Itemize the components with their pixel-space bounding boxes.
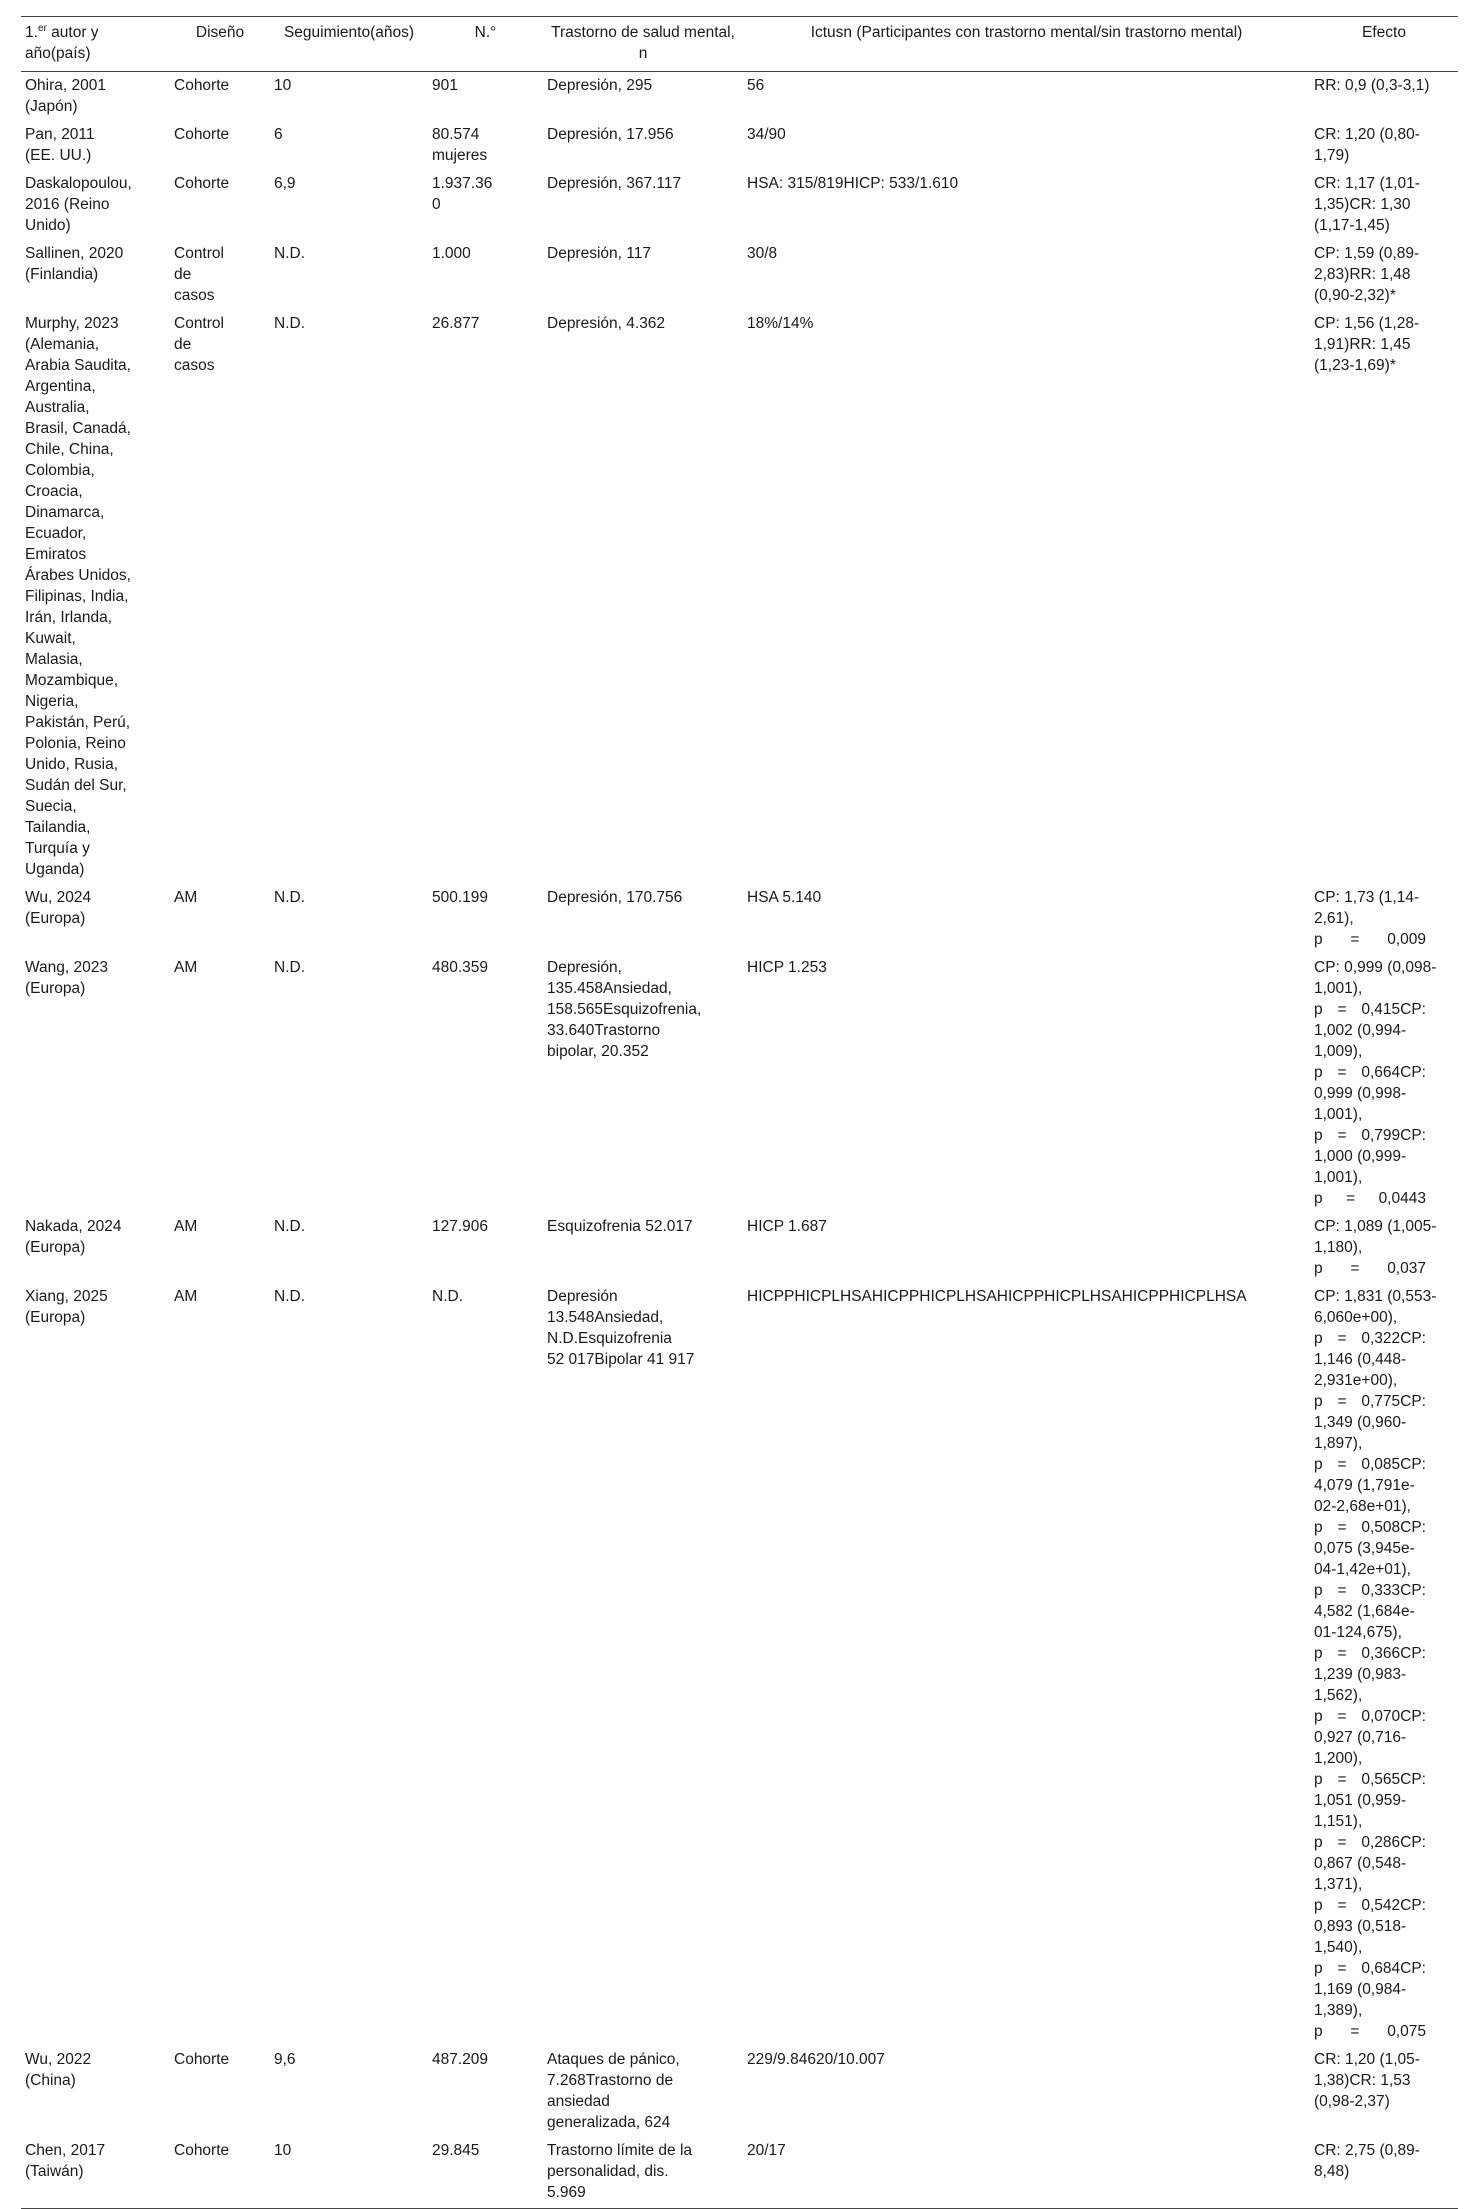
cell-disorder: Depresión, 17.956: [547, 126, 674, 143]
cell-author: Nakada, 2024 (Europa): [25, 1218, 122, 1256]
cell-n: 901: [432, 77, 458, 94]
cell-n: 26.877: [432, 315, 480, 332]
cell-stroke: HICP 1.687: [747, 1218, 827, 1235]
cell-followup: N.D.: [274, 1218, 305, 1235]
cell-n: 29.845: [432, 2142, 480, 2159]
cell-followup: N.D.: [274, 959, 305, 976]
cell-author: Wu, 2022 (China): [25, 2051, 92, 2089]
cell-followup: 6: [274, 126, 283, 143]
cell-disorder: Depresión 13.548Ansiedad, N.D.Esquizofrenia 52 017Bipolar 41 917: [547, 1288, 695, 1368]
cell-author: Sallinen, 2020 (Finlandia): [25, 245, 124, 283]
cell-stroke: 20/17: [747, 2142, 786, 2159]
table-row: [21, 240, 1458, 310]
cell-stroke: HSA 5.140: [747, 889, 822, 906]
cell-followup: N.D.: [274, 889, 305, 906]
cell-followup: 10: [274, 2142, 292, 2159]
cell-effect: CP: 1,56 (1,28- 1,91)RR: 1,45 (1,23-1,69)*: [1314, 315, 1420, 374]
table-row: [21, 2046, 1458, 2137]
cell-n: 127.906: [432, 1218, 489, 1235]
cell-followup: 9,6: [274, 2051, 296, 2068]
cell-n: 80.574 mujeres: [432, 126, 488, 164]
cell-disorder: Depresión, 170.756: [547, 889, 683, 906]
cell-n: 500.199: [432, 889, 489, 906]
table-row: [21, 1213, 1458, 1283]
table-row: [21, 310, 1458, 884]
cell-effect: CP: 1,089 (1,005- 1,180), p = 0,037: [1314, 1218, 1437, 1277]
cell-author: Daskalopoulou, 2016 (Reino Unido): [25, 175, 132, 234]
cell-disorder: Depresión, 295: [547, 77, 653, 94]
cell-followup: N.D.: [274, 1288, 305, 1305]
cell-design: Cohorte: [174, 2051, 230, 2068]
cell-stroke: 56: [747, 77, 765, 94]
cell-stroke: HICP 1.253: [747, 959, 827, 976]
table-row: [21, 72, 1458, 122]
header-n: N.°: [474, 24, 497, 41]
header-effect: Efecto: [1362, 24, 1406, 41]
cell-effect: CR: 1,17 (1,01- 1,35)CR: 1,30 (1,17-1,45): [1314, 175, 1420, 234]
cell-design: Cohorte: [174, 126, 230, 143]
cell-disorder: Trastorno límite de la personalidad, dis. 5.969: [547, 2142, 693, 2201]
cell-design: AM: [174, 959, 198, 976]
cell-stroke: 34/90: [747, 126, 786, 143]
cell-author: Wu, 2024 (Europa): [25, 889, 92, 927]
table-container: [21, 16, 1458, 2209]
cell-disorder: Depresión, 367.117: [547, 175, 682, 192]
studies-table: [21, 16, 1458, 2209]
cell-author: Pan, 2011 (EE. UU.): [25, 126, 95, 164]
cell-effect: CR: 1,20 (0,80- 1,79): [1314, 126, 1420, 164]
cell-n: 487.209: [432, 2051, 489, 2068]
cell-followup: N.D.: [274, 315, 305, 332]
table-row: [21, 954, 1458, 1213]
cell-design: AM: [174, 1218, 198, 1235]
cell-design: Cohorte: [174, 77, 230, 94]
cell-effect: CR: 1,20 (1,05- 1,38)CR: 1,53 (0,98-2,37): [1314, 2051, 1420, 2110]
cell-followup: N.D.: [274, 245, 305, 262]
cell-author: Xiang, 2025 (Europa): [25, 1288, 108, 1326]
cell-stroke: 229/9.84620/10.007: [747, 2051, 885, 2068]
cell-design: AM: [174, 889, 198, 906]
cell-stroke: 18%/14%: [747, 315, 814, 332]
cell-design: AM: [174, 1288, 198, 1305]
table-body: [21, 72, 1458, 2209]
cell-followup: 6,9: [274, 175, 296, 192]
cell-disorder: Ataques de pánico, 7.268Trastorno de ansiedad generalizada, 624: [547, 2051, 680, 2131]
cell-disorder: Esquizofrenia 52.017: [547, 1218, 693, 1235]
header-disorder: Trastorno de salud mental, n: [551, 24, 735, 62]
cell-effect: CP: 1,73 (1,14- 2,61), p = 0,009: [1314, 889, 1426, 948]
cell-author: Wang, 2023 (Europa): [25, 959, 109, 997]
cell-n: N.D.: [432, 1288, 463, 1305]
cell-effect: RR: 0,9 (0,3-3,1): [1314, 77, 1430, 94]
cell-effect: CP: 1,831 (0,553- 6,060e+00), p = 0,322CP: 1,146 (0,448- 2,931e+00), p = 0,775CP: 1,349 (0,960- 1,897), p = 0,085CP: 4,079 (1,791e- 02-2,68e+01), p = 0,508CP: 0,075 (3,945e- 04-1,42e+01), p = 0,333CP: 4,582 (1,684e- 01-124,675), p = 0,366CP: 1,239 (0,983- 1,562), p = 0,070CP: 0,927 (0,716- 1,200), p = 0,565CP: 1,051 (0,959- 1,151), p = 0,286CP: 0,867 (0,548- 1,371), p = 0,542CP: 0,893 (0,518- 1,540), p = 0,684CP: 1,169 (0,984- 1,389), p = 0,075: [1314, 1288, 1437, 2040]
cell-n: 480.359: [432, 959, 489, 976]
cell-effect: CR: 2,75 (0,89- 8,48): [1314, 2142, 1420, 2180]
cell-n: 1.937.360: [432, 175, 493, 213]
cell-design: Control de casos: [174, 245, 224, 304]
cell-disorder: Depresión, 4.362: [547, 315, 666, 332]
cell-author: Murphy, 2023 (Alemania, Arabia Saudita, Argentina, Australia, Brasil, Canadá, Chile, China, Colombia, Croacia, Dinamarca, Ecuador, Emiratos Árabes Unidos, Filipinas, India, Irán, Irlanda, Kuwait, Malasia, Mozambique, Nigeria, Pakistán, Perú, Polonia, Reino Unido, Rusia, Sudán del Sur, Suecia, Tailandia, Turquía y Uganda): [25, 315, 131, 878]
header-author: 1.$^{er}$ autor y año(país): [25, 22, 99, 62]
header-design: Diseño: [195, 24, 245, 41]
cell-effect: CP: 0,999 (0,098- 1,001), p = 0,415CP: 1,002 (0,994- 1,009), p = 0,664CP: 0,999 (0,998- 1,001), p = 0,799CP: 1,000 (0,999- 1,001), p = 0,0443: [1314, 959, 1437, 1207]
cell-design: Cohorte: [174, 175, 230, 192]
cell-effect: CP: 1,59 (0,89- 2,83)RR: 1,48 (0,90-2,32)*: [1314, 245, 1420, 304]
table-row: [21, 1283, 1458, 2046]
cell-disorder: Depresión, 117: [547, 245, 651, 262]
cell-stroke: HICPPHICPLHSAHICPPHICPLHSAHICPPHICPLHSAHICPPHICPLHSA: [747, 1288, 1247, 1305]
table-row: [21, 170, 1458, 240]
cell-author: Chen, 2017 (Taiwán): [25, 2142, 106, 2180]
header-stroke: Ictusn (Participantes con trastorno mental/sin trastorno mental): [810, 24, 1243, 41]
cell-followup: 10: [274, 77, 292, 94]
cell-n: 1.000: [432, 245, 471, 262]
header-row: [21, 17, 1458, 72]
cell-stroke: HSA: 315/819HICP: 533/1.610: [747, 175, 959, 192]
cell-disorder: Depresión, 135.458Ansiedad, 158.565Esquizofrenia, 33.640Trastorno bipolar, 20.352: [547, 959, 702, 1060]
cell-design: Cohorte: [174, 2142, 230, 2159]
cell-design: Control de casos: [174, 315, 224, 374]
header-followup: Seguimiento(años): [283, 24, 415, 41]
cell-stroke: 30/8: [747, 245, 778, 262]
cell-author: Ohira, 2001 (Japón): [25, 77, 106, 115]
table-row: [21, 2137, 1458, 2209]
table-row: [21, 121, 1458, 170]
table-row: [21, 884, 1458, 954]
